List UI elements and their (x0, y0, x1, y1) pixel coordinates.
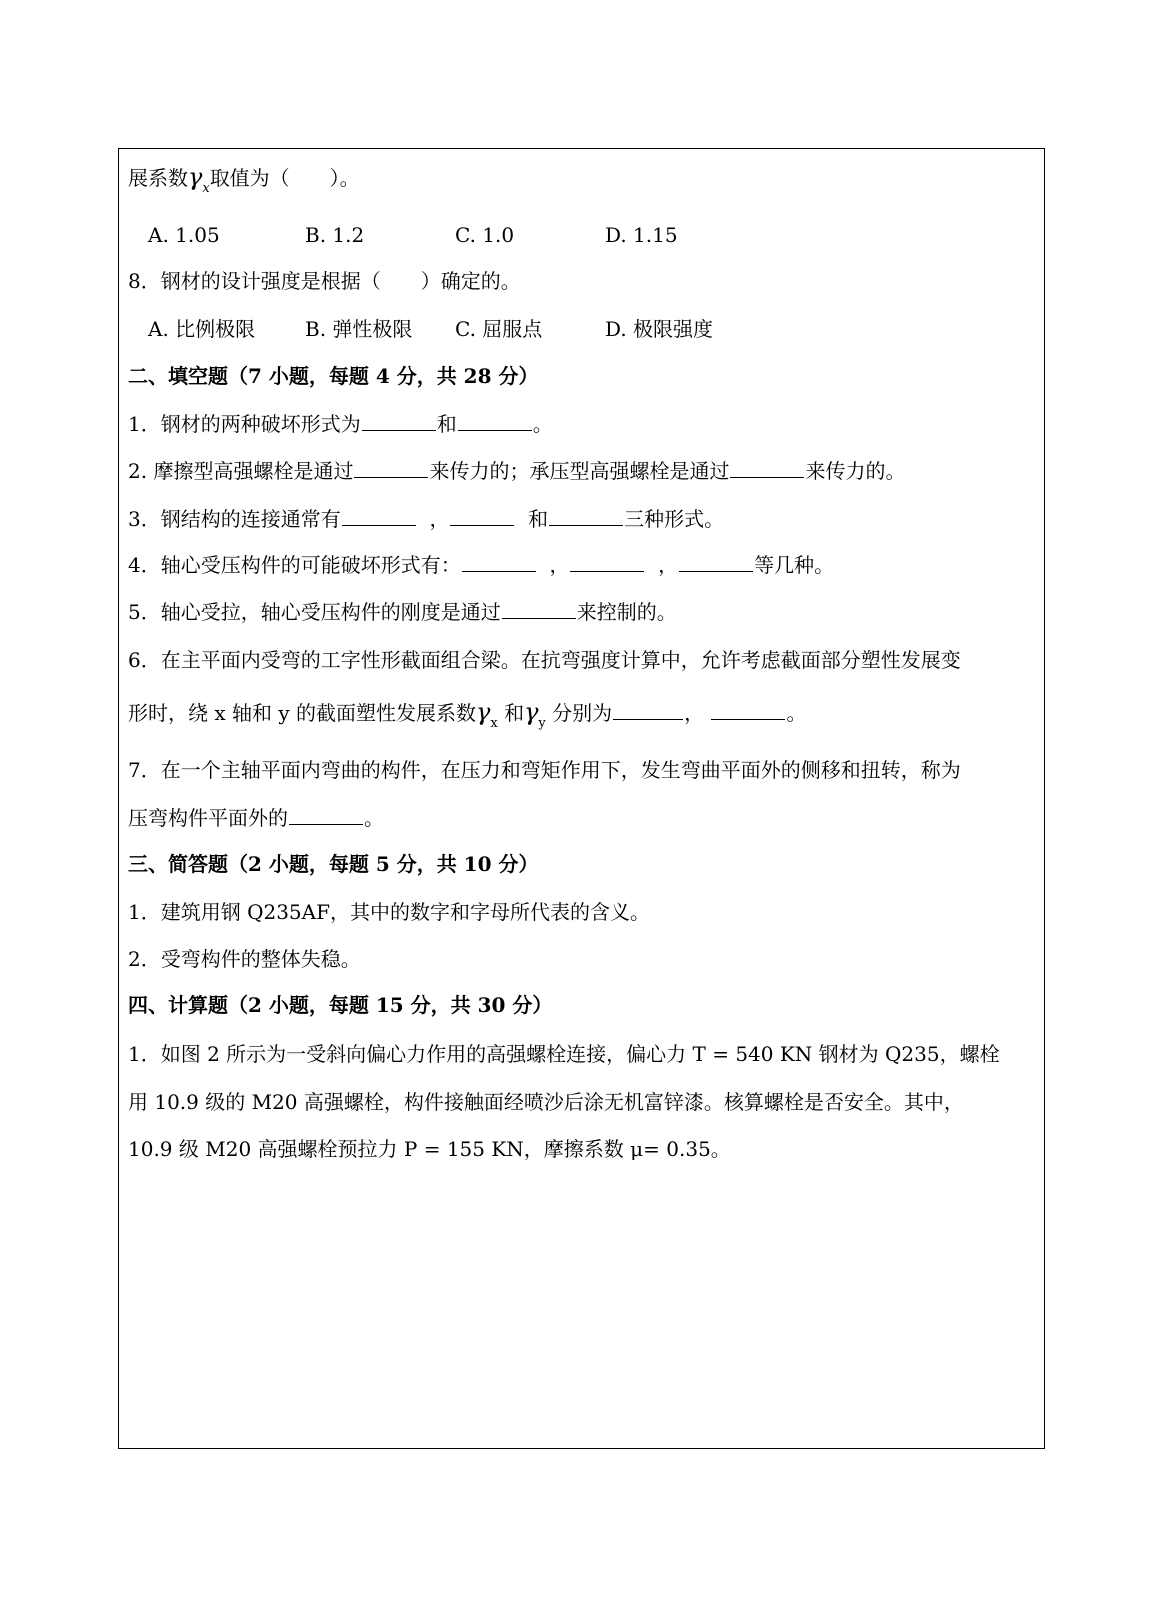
fill-q3 (128, 507, 724, 531)
q7-option-c: C. 1.0 (455, 223, 515, 247)
answer-blank[interactable] (289, 806, 363, 825)
answer-blank[interactable] (462, 553, 536, 572)
fill-q7-end: 。 (364, 806, 384, 830)
answer-blank[interactable] (354, 459, 428, 478)
fill-q7-text: 压弯构件平面外的 (128, 806, 288, 830)
fill-q2-end: 来传力的。 (805, 459, 906, 483)
q8-option-a: A. 比例极限 (148, 317, 256, 341)
gamma-subscript: x (202, 181, 210, 196)
q7-option-a: A. 1.05 (148, 223, 220, 247)
short-answer-q2: 2．受弯构件的整体失稳。 (128, 947, 361, 971)
fill-q6-respectively: 分别为 (552, 701, 613, 725)
fill-q4-comma2: ， (658, 553, 679, 577)
fill-q4-comma1: ， (549, 553, 570, 577)
answer-blank[interactable] (613, 701, 683, 720)
fill-q2-text: 2. 摩擦型高强螺栓是通过 (128, 459, 354, 483)
fill-q6-line2 (128, 700, 806, 729)
q8-option-c: C. 屈服点 (455, 317, 543, 341)
gamma-subscript-x: x (490, 716, 498, 731)
q7-prefix: 展系数 (128, 166, 188, 190)
answer-blank[interactable] (450, 507, 514, 526)
answer-blank[interactable] (711, 701, 785, 720)
fill-q5-end: 来控制的。 (576, 600, 677, 624)
calc-q1-line1: 1．如图 2 所示为一受斜向偏心力作用的高强螺栓连接，偏心力 T = 540 KN 钢材为 Q235，螺栓 (128, 1042, 1000, 1066)
section-heading-short-answer: 三、简答题（2 小题，每题 5 分，共 10 分） (128, 852, 539, 876)
section-heading-calculation: 四、计算题（2 小题，每题 15 分，共 30 分） (128, 993, 553, 1017)
answer-blank[interactable] (342, 507, 416, 526)
q8-option-d: D. 极限强度 (605, 317, 714, 341)
answer-blank[interactable] (549, 507, 623, 526)
q8-option-b: B. 弹性极限 (305, 317, 413, 341)
calc-q1-line2: 用 10.9 级的 M20 高强螺栓，构件接触面经喷沙后涂无机富锌漆。核算螺栓是否安全。其中， (128, 1090, 964, 1114)
gamma-subscript-y: y (538, 716, 546, 731)
answer-blank[interactable] (570, 553, 644, 572)
exam-border (118, 148, 1045, 1449)
fill-q6-comma: ， (684, 701, 705, 725)
q7-option-b: B. 1.2 (305, 223, 365, 247)
fill-q2 (128, 459, 905, 483)
gamma-symbol: γ (476, 698, 491, 726)
fill-q1-and: 和 (436, 412, 457, 436)
answer-blank[interactable] (679, 553, 753, 572)
fill-q6-text: 形时，绕 x 轴和 y 的截面塑性发展系数 (128, 701, 477, 725)
short-answer-q1: 1．建筑用钢 Q235AF，其中的数字和字母所代表的含义。 (128, 900, 650, 924)
fill-q1-text: 1．钢材的两种破坏形式为 (128, 412, 361, 436)
fill-q3-end: 三种形式。 (624, 507, 725, 531)
fill-q4 (128, 553, 834, 577)
fill-q7-line2 (128, 806, 384, 830)
q7-stem-continuation (128, 165, 360, 194)
gamma-symbol: γ (188, 163, 203, 191)
fill-q2-mid: 来传力的；承压型高强螺栓是通过 (429, 459, 730, 483)
fill-q5 (128, 600, 677, 624)
fill-q5-text: 5．轴心受拉，轴心受压构件的刚度是通过 (128, 600, 501, 624)
fill-q4-text: 4．轴心受压构件的可能破坏形式有： (128, 553, 461, 577)
fill-q7-line1: 7．在一个主轴平面内弯曲的构件，在压力和弯矩作用下，发生弯曲平面外的侧移和扭转，称为 (128, 758, 961, 782)
answer-blank[interactable] (502, 600, 576, 619)
answer-blank[interactable] (362, 412, 436, 431)
fill-q6-end: 。 (786, 701, 807, 725)
fill-q1-end: 。 (532, 412, 553, 436)
q7-suffix: 取值为（ ）。 (209, 166, 360, 190)
fill-q3-and: 和 (528, 507, 549, 531)
answer-blank[interactable] (458, 412, 532, 431)
calc-q1-line3: 10.9 级 M20 高强螺栓预拉力 P = 155 KN，摩擦系数 μ= 0.35。 (128, 1137, 731, 1161)
answer-blank[interactable] (730, 459, 804, 478)
fill-q1 (128, 412, 553, 436)
fill-q6-line1: 6．在主平面内受弯的工字性形截面组合梁。在抗弯强度计算中，允许考虑截面部分塑性发展变 (128, 648, 961, 672)
q8-stem: 8．钢材的设计强度是根据（ ）确定的。 (128, 269, 521, 293)
q7-option-d: D. 1.15 (605, 223, 678, 247)
gamma-symbol: γ (524, 698, 539, 726)
fill-q6-and: 和 (504, 701, 525, 725)
section-heading-fill-in: 二、填空题（7 小题，每题 4 分，共 28 分） (128, 364, 539, 388)
fill-q3-text: 3．钢结构的连接通常有 (128, 507, 341, 531)
fill-q3-comma: ， (429, 507, 450, 531)
fill-q4-end: 等几种。 (754, 553, 835, 577)
